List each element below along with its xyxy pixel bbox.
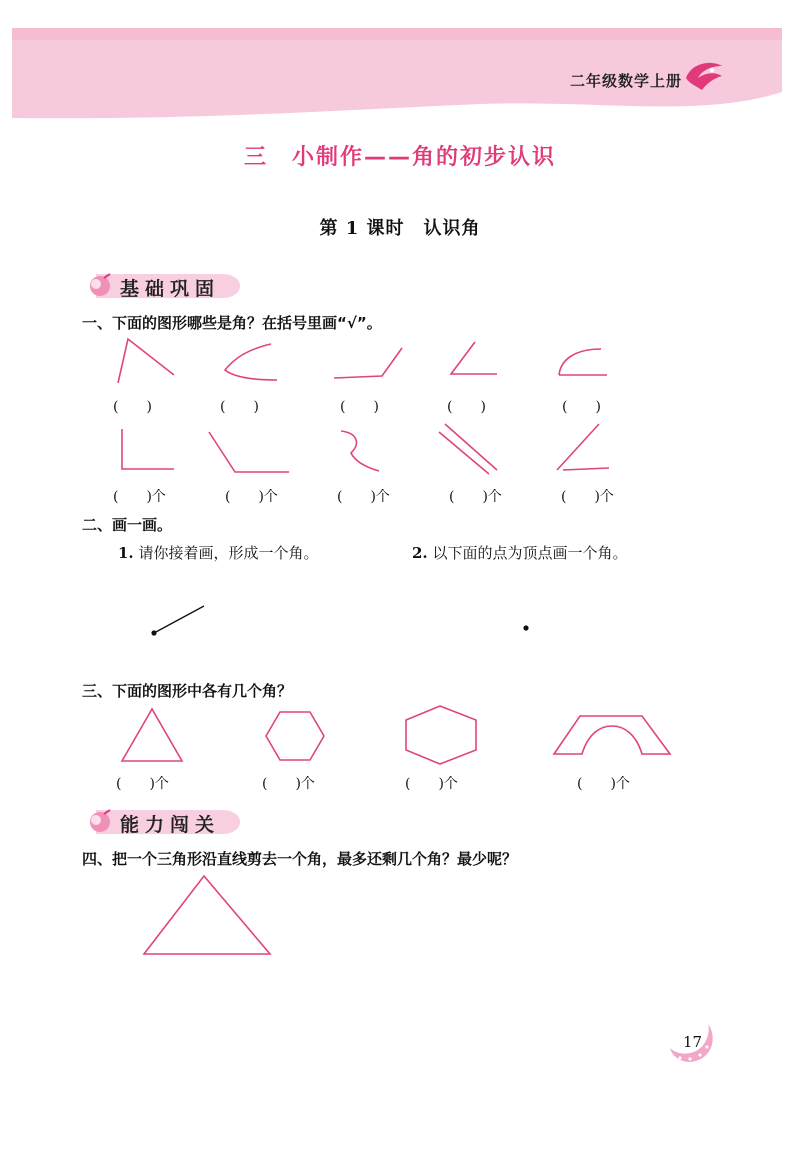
section-tag-label: 能力闯关 xyxy=(120,814,221,836)
answer-q3-2[interactable]: ( )个 xyxy=(262,776,315,792)
answer-q3-4[interactable]: ( )个 xyxy=(577,776,630,792)
figure-q1-10 xyxy=(555,420,615,476)
question-2-sub-2 xyxy=(412,542,627,563)
answer-q1-r1-5[interactable]: ( ) xyxy=(562,399,601,415)
chapter-title: 三 小制作——角的初步认识 xyxy=(243,145,556,170)
figure-q4-triangle xyxy=(140,872,274,958)
question-3-prompt: 三、下面的图形中各有几个角？ xyxy=(82,682,293,700)
answer-q1-r1-3[interactable]: ( ) xyxy=(340,399,379,415)
answer-q1-r1-2[interactable]: ( ) xyxy=(220,399,259,415)
answer-q1-r2-4[interactable]: ( )个 xyxy=(449,489,502,505)
answer-q1-r1-1[interactable]: ( ) xyxy=(113,399,152,415)
section-tag-advanced xyxy=(82,808,242,836)
figure-q3-arch xyxy=(550,712,676,758)
sub-1-text: 请你接着画，形成一个角。 xyxy=(133,544,319,562)
sub-1-number: 1. xyxy=(118,544,134,562)
sub-2-text: 以下面的点为顶点画一个角。 xyxy=(427,544,628,562)
figure-q1-6 xyxy=(116,425,180,475)
section-tag-basic xyxy=(82,272,242,300)
figure-q1-4 xyxy=(445,338,505,382)
figure-q1-3 xyxy=(330,342,410,382)
answer-q3-1[interactable]: ( )个 xyxy=(116,776,169,792)
question-2-prompt: 二、画一画。 xyxy=(82,516,173,534)
book-logo-icon xyxy=(682,58,726,92)
answer-q1-r1-4[interactable]: ( ) xyxy=(447,399,486,415)
draw-area-vertex-dot[interactable] xyxy=(520,622,532,634)
book-label: 二年级数学上册 xyxy=(569,72,682,90)
figure-q3-elongated-hexagon xyxy=(400,702,484,768)
figure-q1-2 xyxy=(215,338,285,386)
figure-q3-hexagon xyxy=(262,708,328,764)
figure-q1-8 xyxy=(335,425,385,477)
answer-q1-r2-1[interactable]: ( )个 xyxy=(113,489,166,505)
page-number: 17 xyxy=(683,1033,703,1051)
draw-area-ray[interactable] xyxy=(148,600,210,640)
question-4-prompt: 四、把一个三角形沿直线剪去一个角，最多还剩几个角？最少呢？ xyxy=(82,850,518,868)
lesson-title: 第 1 课时 认识角 xyxy=(319,218,481,239)
figure-q3-triangle xyxy=(118,705,188,765)
header-band xyxy=(0,0,800,125)
sub-2-number: 2. xyxy=(412,544,428,562)
figure-q1-9 xyxy=(435,420,503,478)
section-tag-label: 基础巩固 xyxy=(120,278,221,300)
answer-q3-3[interactable]: ( )个 xyxy=(405,776,458,792)
answer-q1-r2-3[interactable]: ( )个 xyxy=(337,489,390,505)
question-2-sub-1 xyxy=(118,542,318,563)
answer-q1-r2-5[interactable]: ( )个 xyxy=(561,489,614,505)
figure-q1-7 xyxy=(205,428,295,476)
question-1-prompt: 一、下面的图形哪些是角？在括号里画“√”。 xyxy=(82,314,382,332)
figure-q1-1 xyxy=(110,335,180,385)
answer-q1-r2-2[interactable]: ( )个 xyxy=(225,489,278,505)
figure-q1-5 xyxy=(555,345,615,381)
